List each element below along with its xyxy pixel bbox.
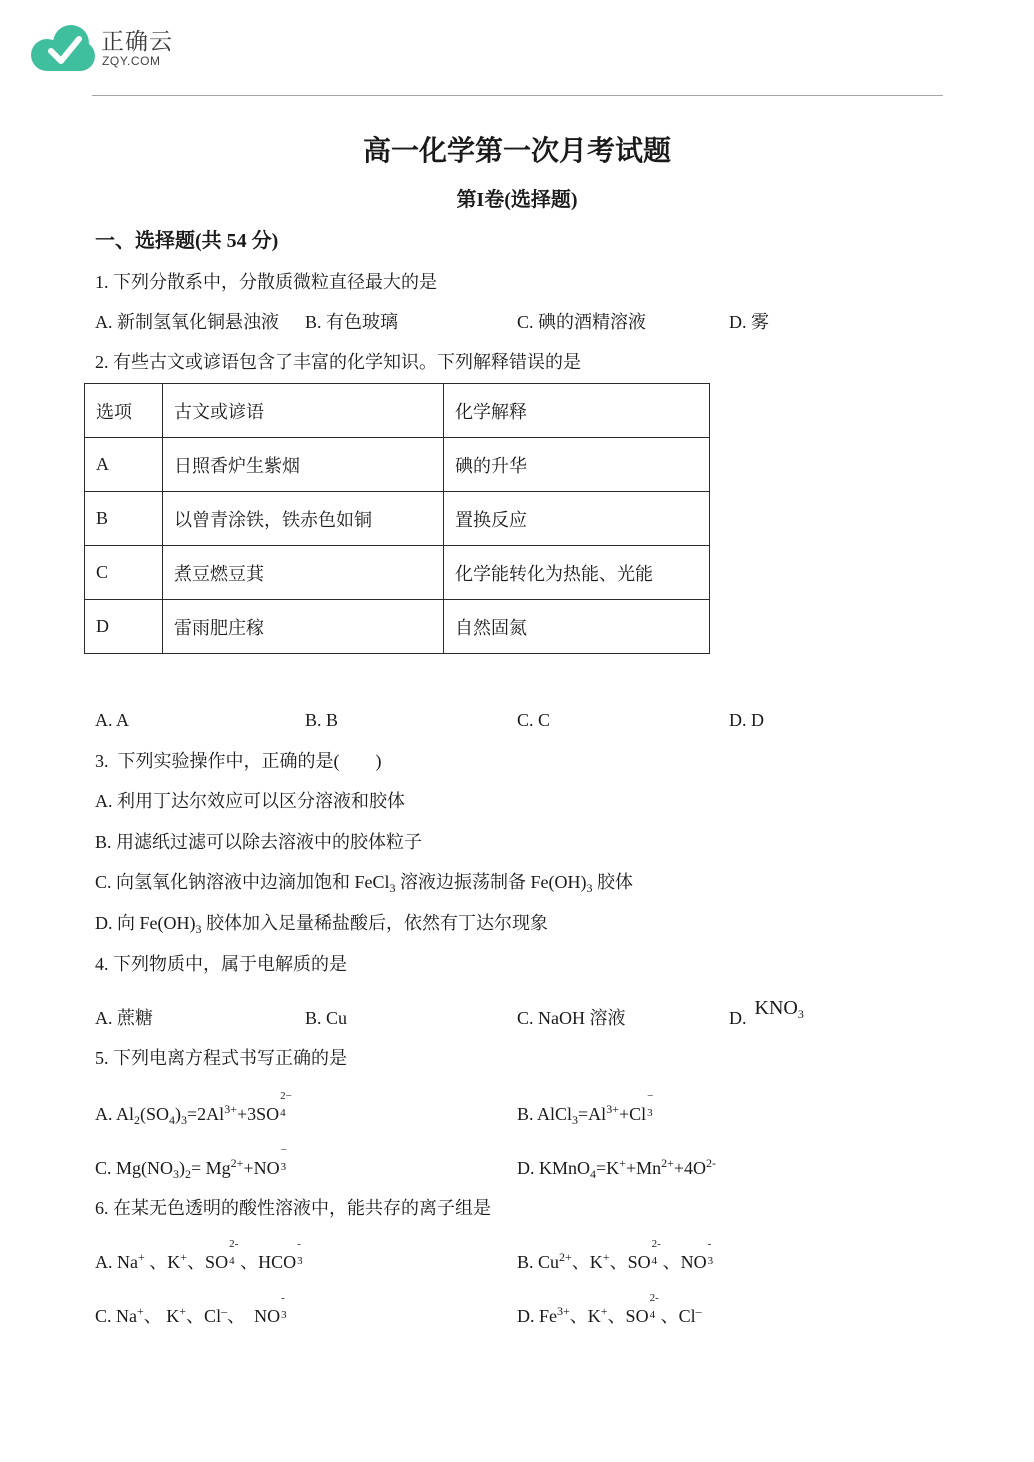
text-run: +Mn	[625, 1158, 662, 1178]
atom-count: 3	[297, 1255, 303, 1267]
text-run: C. 碘的酒精溶液	[517, 312, 647, 332]
q2-option-a	[95, 708, 129, 732]
ion-charge: -	[707, 1238, 712, 1250]
q5-stem	[95, 1046, 347, 1070]
subscript: 3	[572, 1113, 579, 1127]
ion-charge: -	[297, 1238, 301, 1250]
text-run: 、 NO	[227, 1306, 281, 1326]
atom-count: 3	[280, 1161, 287, 1173]
superscript: 2+	[661, 1156, 674, 1170]
text-run: KNO	[754, 997, 798, 1019]
table-cell: A	[85, 438, 163, 492]
text-run: +4O	[673, 1158, 707, 1178]
exam-title: 高一化学第一次月考试题	[362, 136, 671, 167]
text-run: 2. 有些古文或谚语包含了丰富的化学知识。下列解释错误的是	[95, 352, 581, 372]
text-run: C. 向氢氧化钠溶液中边滴加饱和 FeCl	[95, 872, 390, 892]
text-run: 、NO	[658, 1252, 707, 1272]
table-header-cell: 古文或谚语	[163, 384, 444, 438]
text-run: 、K	[571, 1252, 603, 1272]
header-divider	[92, 95, 943, 96]
text-run: D. KMnO	[517, 1158, 591, 1178]
text-run: (SO	[140, 1104, 170, 1124]
q3-option-d	[95, 911, 548, 935]
subscript: 3	[195, 922, 202, 936]
atom-count: 3	[647, 1107, 653, 1119]
text-run: 胶体加入足量稀盐酸后，依然有丁达尔现象	[201, 913, 548, 933]
text-run: D. 向 Fe(OH)	[95, 913, 196, 933]
text-run: 胶体	[592, 872, 634, 892]
explanations-table	[84, 383, 710, 654]
ion-charge: 2-	[649, 1292, 659, 1304]
q5-option-c	[95, 1144, 287, 1181]
subscript: 3	[586, 881, 593, 895]
table-cell: B	[85, 492, 163, 546]
text-run: C. Mg(NO	[95, 1158, 174, 1178]
q4-stem	[95, 952, 347, 976]
text-run: A. 利用丁达尔效应可以区分溶液和胶体	[95, 791, 405, 811]
table-cell: 煮豆燃豆萁	[163, 546, 444, 600]
text-run: =K	[596, 1158, 620, 1178]
q4-option-b	[305, 1006, 347, 1030]
text-run: 4. 下列物质中，属于电解质的是	[95, 954, 347, 974]
text-run: A. 新制氢氧化铜悬浊液	[95, 312, 279, 332]
q2-option-b	[305, 708, 338, 732]
text-run: +Cl	[618, 1104, 647, 1124]
table-cell: 碘的升华	[444, 438, 710, 492]
q6-option-b	[517, 1238, 714, 1274]
subscript: 3	[181, 1113, 188, 1127]
superscript: 2-	[706, 1156, 717, 1170]
superscript: 2+	[559, 1250, 572, 1264]
q6-option-c	[95, 1292, 288, 1328]
stacked-index	[280, 1144, 287, 1173]
text-run: )	[179, 1158, 186, 1178]
text-run: =2Al	[187, 1104, 225, 1124]
ion-charge: 2−	[280, 1090, 292, 1102]
text-run: A. 蔗糖	[95, 1008, 153, 1028]
text-run: 、K	[144, 1252, 181, 1272]
table-row	[85, 492, 710, 546]
superscript: +	[180, 1250, 188, 1264]
text-run: =Al	[578, 1104, 607, 1124]
text-run: C. C	[517, 710, 551, 730]
q3-stem	[95, 749, 382, 773]
subscript: 3	[173, 1167, 180, 1181]
text-run: A. Na	[95, 1252, 138, 1272]
text-run: 5. 下列电离方程式书写正确的是	[95, 1048, 347, 1068]
text-run: B. B	[305, 710, 339, 730]
text-run: B. 有色玻璃	[305, 312, 399, 332]
ion-charge: −	[647, 1090, 654, 1102]
superscript: 2+	[230, 1156, 244, 1170]
superscript: 3+	[224, 1102, 237, 1116]
text-run: 1. 下列分散系中，分散质微粒直径最大的是	[95, 272, 437, 292]
text-run: 溶液边振荡制备 Fe(OH)	[395, 872, 587, 892]
superscript: 3+	[557, 1304, 570, 1318]
superscript: +	[600, 1304, 608, 1318]
brand-name: 正确云	[101, 28, 173, 54]
q3-option-c	[95, 870, 633, 894]
superscript: 3+	[606, 1102, 619, 1116]
text-run: 3. 下列实验操作中，正确的是( )	[95, 751, 382, 771]
q1-option-d	[729, 310, 769, 334]
text-run: B. Cu	[305, 1008, 348, 1028]
q4-option-c	[517, 1006, 626, 1030]
text-run: )	[175, 1104, 182, 1124]
q6-option-a	[95, 1238, 304, 1274]
ion-charge: 2-	[229, 1238, 239, 1250]
text-run: 、Cl	[656, 1306, 696, 1326]
text-run: C. Na	[95, 1306, 137, 1326]
subscript: 3	[797, 1007, 804, 1021]
table-cell: 雷雨肥庄稼	[163, 600, 444, 654]
superscript: +	[619, 1156, 626, 1170]
q5-option-b	[517, 1090, 654, 1127]
table-cell: 化学能转化为热能、光能	[444, 546, 710, 600]
table-cell: 自然固氮	[444, 600, 710, 654]
text-run: D. D	[729, 710, 764, 730]
table-cell: 日照香炉生紫烟	[163, 438, 444, 492]
stacked-index	[229, 1238, 239, 1267]
atom-count: 3	[707, 1255, 714, 1267]
table-header-cell: 选项	[85, 384, 163, 438]
text-run: A. A	[95, 710, 130, 730]
table-row	[85, 438, 710, 492]
stacked-index	[281, 1292, 287, 1321]
text-run: +3SO	[236, 1104, 280, 1124]
q2-stem	[95, 350, 581, 374]
q4-option-a	[95, 1006, 153, 1030]
q5-option-d	[517, 1156, 716, 1180]
text-run: 、HCO	[235, 1252, 297, 1272]
q2-option-d	[729, 708, 764, 732]
text-run: B. 用滤纸过滤可以除去溶液中的胶体粒子	[95, 832, 423, 852]
text-run: 、 K	[143, 1306, 180, 1326]
table-cell: D	[85, 600, 163, 654]
subscript: 2	[134, 1113, 141, 1127]
superscript: –	[221, 1304, 228, 1318]
stacked-index	[707, 1238, 714, 1267]
q4-option-d	[729, 997, 804, 1030]
stacked-index	[297, 1238, 303, 1267]
text-run: C. NaOH 溶液	[517, 1008, 626, 1028]
atom-count: 4	[651, 1255, 658, 1267]
table-cell: C	[85, 546, 163, 600]
text-run: D.	[729, 1008, 747, 1028]
superscript: –	[695, 1304, 702, 1318]
brand-domain: ZQY.COM	[102, 54, 161, 68]
q1-option-b	[305, 310, 398, 334]
stacked-index	[647, 1090, 654, 1119]
text-run: 、SO	[609, 1252, 651, 1272]
ion-charge: −	[280, 1144, 287, 1156]
ion-charge: -	[281, 1292, 285, 1304]
section-heading: 一、选择题(共 54 分)	[95, 230, 279, 252]
superscript: +	[137, 1304, 144, 1318]
text-run: = Mg	[191, 1158, 231, 1178]
text-run: +NO	[243, 1158, 280, 1178]
atom-count: 3	[281, 1309, 287, 1321]
text-run: 、Cl	[186, 1306, 222, 1326]
subscript: 2	[185, 1167, 192, 1181]
q3-option-a	[95, 789, 405, 813]
subscript: 4	[590, 1167, 597, 1181]
ion-charge: 2-	[651, 1238, 661, 1250]
q2-option-c	[517, 708, 550, 732]
table-header-row	[85, 384, 710, 438]
stacked-index	[280, 1090, 292, 1119]
stacked-index	[651, 1238, 661, 1267]
superscript: +	[179, 1304, 187, 1318]
table-row	[85, 546, 710, 600]
text-run: 6. 在某无色透明的酸性溶液中，能共存的离子组是	[95, 1198, 491, 1218]
atom-count: 4	[229, 1255, 235, 1267]
table-row	[85, 600, 710, 654]
text-run: B. Cu	[517, 1252, 560, 1272]
q6-option-d	[517, 1292, 702, 1328]
q5-option-a	[95, 1090, 292, 1127]
q1-option-a	[95, 310, 279, 334]
q6-stem	[95, 1196, 491, 1220]
stacked-index	[649, 1292, 659, 1321]
superscript: +	[138, 1250, 145, 1264]
table-header-cell: 化学解释	[444, 384, 710, 438]
cloud-check-icon	[30, 24, 96, 72]
superscript: +	[602, 1250, 610, 1264]
q3-option-b	[95, 830, 422, 854]
q1-option-c	[517, 310, 646, 334]
text-run: B. AlCl	[517, 1104, 573, 1124]
table-cell: 置换反应	[444, 492, 710, 546]
text-run: D. 雾	[729, 312, 769, 332]
atom-count: 4	[280, 1107, 286, 1119]
table-cell: 以曾青涂铁，铁赤色如铜	[163, 492, 444, 546]
text-run: 、SO	[187, 1252, 229, 1272]
text-run: D. Fe	[517, 1306, 557, 1326]
volume-title: 第I卷(选择题)	[456, 189, 578, 211]
atom-count: 4	[649, 1309, 656, 1321]
text-run: A. Al	[95, 1104, 135, 1124]
subscript: 3	[389, 881, 396, 895]
text-run: 、SO	[607, 1306, 649, 1326]
text-run: 、K	[569, 1306, 601, 1326]
subscript: 4	[169, 1113, 176, 1127]
q1-stem	[95, 270, 437, 294]
